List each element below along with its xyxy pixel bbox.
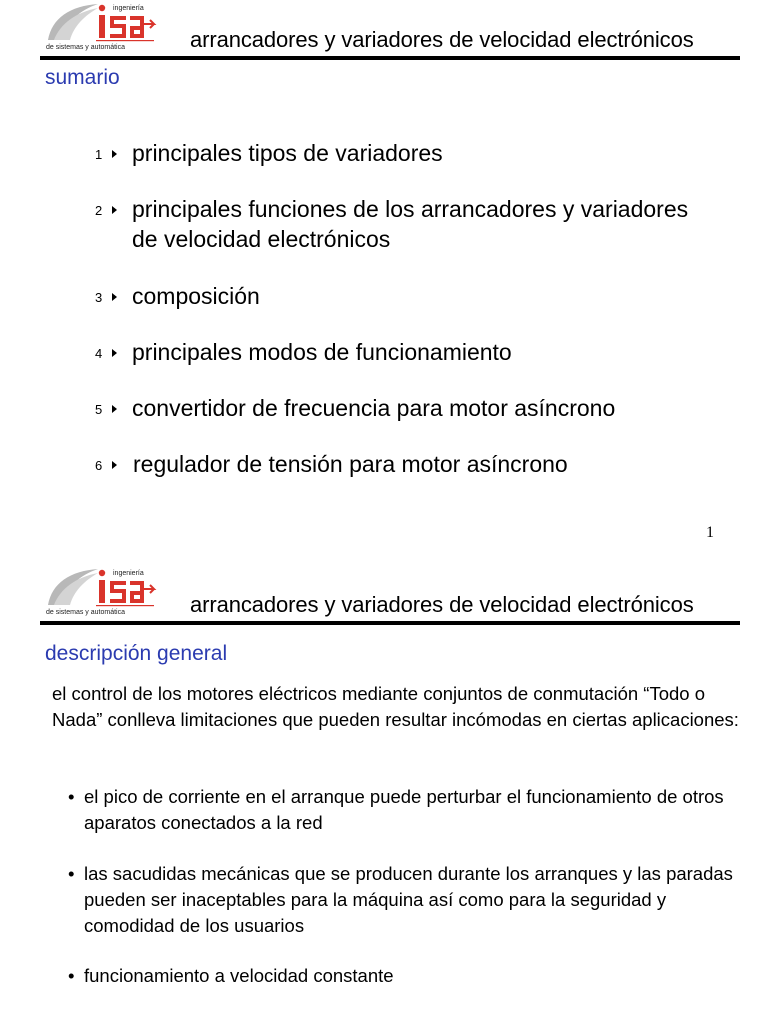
header-title: arrancadores y variadores de velocidad electrónicos (190, 27, 694, 52)
bullet-text: el pico de corriente en el arranque puede perturbar el funcionamiento de otros aparatos conectados a la red (84, 786, 724, 833)
logo-bottom-text: de sistemas y automática (46, 609, 125, 616)
section-title: descripción general (45, 642, 228, 665)
toc-item-number: 3 (95, 290, 103, 305)
toc-item-text: principales funciones de los arrancadores y variadores de velocidad electrónicos (132, 196, 689, 252)
toc-item-text: composición (132, 283, 260, 309)
toc-item-number: 1 (95, 147, 103, 162)
isa-logo (40, 565, 158, 623)
toc-item-text: convertidor de frecuencia para motor asíncrono (132, 395, 616, 421)
toc-item-number: 4 (95, 346, 103, 361)
header-divider (40, 56, 740, 60)
isa-logo (40, 0, 158, 58)
arrow-right-icon (112, 206, 117, 214)
bullet-dot-icon: • (68, 863, 75, 884)
bullet-text: las sacudidas mecánicas que se producen durante los arranques y las paradas pueden ser inaceptables para la máquina así como para la seguridad y comodidad de los usuarios (84, 863, 733, 936)
slide-header (0, 565, 768, 625)
section-title: sumario (45, 66, 120, 89)
arrow-right-icon (112, 293, 117, 301)
toc-item-number: 6 (95, 458, 103, 473)
bullet-dot-icon: • (68, 965, 75, 986)
intro-paragraph: el control de los motores eléctricos mediante conjuntos de conmutación “Todo o Nada” conlleva limitaciones que pueden resultar incómodas en ciertas aplicaciones: (52, 683, 739, 730)
slide-2 (0, 565, 768, 1024)
bullet-dot-icon: • (68, 786, 75, 807)
arrow-right-icon (112, 405, 117, 413)
page-number: 1 (706, 524, 714, 541)
arrow-right-icon (112, 461, 117, 469)
toc-item-text: principales tipos de variadores (132, 140, 443, 166)
arrow-right-icon (112, 349, 117, 357)
arrow-right-icon (112, 150, 117, 158)
header-divider (40, 621, 740, 625)
toc-item-number: 5 (95, 402, 103, 417)
toc-item-text: principales modos de funcionamiento (132, 339, 512, 365)
toc-item-text: regulador de tensión para motor asíncrono (133, 451, 568, 477)
logo-top-text: ingeniería (113, 570, 144, 577)
toc-item-number: 2 (95, 203, 103, 218)
logo-top-text: ingeniería (113, 5, 144, 12)
header-title: arrancadores y variadores de velocidad electrónicos (190, 592, 694, 617)
logo-bottom-text: de sistemas y automática (46, 44, 125, 51)
slide-header (0, 0, 768, 60)
bullet-text: funcionamiento a velocidad constante (84, 965, 394, 986)
